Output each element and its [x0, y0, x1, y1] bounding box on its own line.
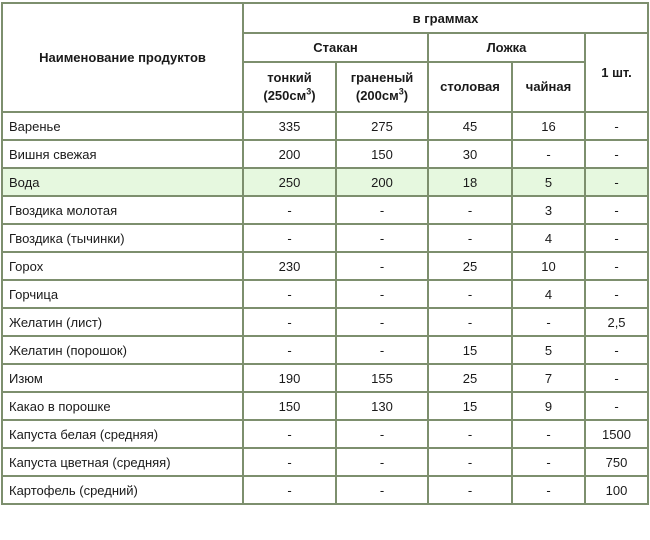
piece-cell: 2,5 — [585, 308, 648, 336]
thin-glass-cell: - — [243, 448, 336, 476]
product-name-cell: Вода — [2, 168, 243, 196]
table-spoon-header: столовая — [428, 62, 512, 112]
product-name-header: Наименование продуктов — [2, 3, 243, 112]
table-row — [2, 476, 648, 504]
product-name-cell: Желатин (лист) — [2, 308, 243, 336]
table-row — [2, 308, 648, 336]
product-name-cell: Капуста цветная (средняя) — [2, 448, 243, 476]
tea-spoon-cell: 16 — [512, 112, 585, 140]
faceted-glass-cell: - — [336, 448, 428, 476]
thin-volume: (250см — [263, 88, 307, 103]
piece-cell: - — [585, 280, 648, 308]
table-spoon-cell: - — [428, 420, 512, 448]
tea-spoon-cell: 3 — [512, 196, 585, 224]
tea-spoon-header: чайная — [512, 62, 585, 112]
tea-spoon-cell: - — [512, 140, 585, 168]
faceted-glass-cell: - — [336, 196, 428, 224]
faceted-glass-cell: 155 — [336, 364, 428, 392]
table-spoon-cell: 25 — [428, 364, 512, 392]
table-spoon-cell: - — [428, 196, 512, 224]
product-name-cell: Гвоздика молотая — [2, 196, 243, 224]
product-name-cell: Вишня свежая — [2, 140, 243, 168]
faceted-glass-cell: - — [336, 252, 428, 280]
tea-spoon-cell: 5 — [512, 336, 585, 364]
faceted-glass-cell: - — [336, 280, 428, 308]
product-name-cell: Варенье — [2, 112, 243, 140]
faceted-volume-exponent: 3 — [398, 86, 404, 97]
faceted-glass-cell: 275 — [336, 112, 428, 140]
product-name-cell: Изюм — [2, 364, 243, 392]
product-name-cell: Горчица — [2, 280, 243, 308]
table-spoon-cell: - — [428, 308, 512, 336]
thin-glass-cell: - — [243, 280, 336, 308]
tea-spoon-cell: 10 — [512, 252, 585, 280]
piece-cell: - — [585, 224, 648, 252]
piece-cell: - — [585, 140, 648, 168]
table-row — [2, 392, 648, 420]
table-spoon-cell: - — [428, 476, 512, 504]
thin-glass-cell: - — [243, 420, 336, 448]
faceted-volume: (200см — [355, 88, 399, 103]
table-spoon-cell: 15 — [428, 336, 512, 364]
table-row-highlighted — [2, 168, 648, 196]
tea-spoon-cell: - — [512, 308, 585, 336]
faceted-glass-cell: 200 — [336, 168, 428, 196]
tea-spoon-cell: - — [512, 448, 585, 476]
product-name-cell: Картофель (средний) — [2, 476, 243, 504]
faceted-glass-cell: - — [336, 224, 428, 252]
thin-glass-cell: 335 — [243, 112, 336, 140]
piece-cell: - — [585, 392, 648, 420]
tea-spoon-cell: 4 — [512, 224, 585, 252]
table-row — [2, 280, 648, 308]
faceted-glass-header — [336, 62, 428, 112]
table-row — [2, 364, 648, 392]
piece-cell: - — [585, 252, 648, 280]
table-spoon-cell: 15 — [428, 392, 512, 420]
table-spoon-cell: - — [428, 224, 512, 252]
thin-glass-cell: - — [243, 476, 336, 504]
glass-header: Стакан — [243, 33, 428, 62]
table-spoon-cell: 45 — [428, 112, 512, 140]
table-row — [2, 196, 648, 224]
piece-cell: - — [585, 112, 648, 140]
table-header — [2, 3, 648, 112]
thin-glass-header — [243, 62, 336, 112]
piece-cell: - — [585, 196, 648, 224]
product-name-cell: Желатин (порошок) — [2, 336, 243, 364]
thin-volume-close: ) — [311, 88, 316, 103]
piece-cell: - — [585, 168, 648, 196]
table-spoon-cell: 30 — [428, 140, 512, 168]
faceted-glass-cell: - — [336, 420, 428, 448]
table-spoon-cell: - — [428, 448, 512, 476]
faceted-glass-cell: - — [336, 308, 428, 336]
table-row — [2, 140, 648, 168]
thin-glass-cell: 250 — [243, 168, 336, 196]
thin-glass-cell: - — [243, 196, 336, 224]
measures-table — [1, 2, 649, 505]
faceted-glass-cell: - — [336, 336, 428, 364]
piece-cell: 1500 — [585, 420, 648, 448]
thin-glass-cell: - — [243, 308, 336, 336]
piece-cell: 750 — [585, 448, 648, 476]
thin-label: тонкий — [267, 70, 312, 85]
thin-volume-exponent: 3 — [306, 86, 312, 97]
faceted-label: граненый — [350, 70, 414, 85]
thin-glass-cell: 200 — [243, 140, 336, 168]
table-spoon-cell: 25 — [428, 252, 512, 280]
tea-spoon-cell: 4 — [512, 280, 585, 308]
table-row — [2, 112, 648, 140]
table-spoon-cell: - — [428, 280, 512, 308]
thin-glass-cell: - — [243, 224, 336, 252]
thin-glass-cell: - — [243, 336, 336, 364]
spoon-header: Ложка — [428, 33, 585, 62]
table-row — [2, 420, 648, 448]
product-name-cell: Капуста белая (средняя) — [2, 420, 243, 448]
table-row — [2, 336, 648, 364]
faceted-glass-cell: - — [336, 476, 428, 504]
faceted-glass-cell: 150 — [336, 140, 428, 168]
tea-spoon-cell: 9 — [512, 392, 585, 420]
thin-glass-cell: 190 — [243, 364, 336, 392]
product-name-cell: Какао в порошке — [2, 392, 243, 420]
product-name-cell: Гвоздика (тычинки) — [2, 224, 243, 252]
faceted-volume-close: ) — [403, 88, 409, 103]
thin-glass-cell: 230 — [243, 252, 336, 280]
piece-cell: 100 — [585, 476, 648, 504]
piece-header: 1 шт. — [585, 33, 648, 112]
faceted-glass-cell: 130 — [336, 392, 428, 420]
product-name-cell: Горох — [2, 252, 243, 280]
thin-glass-cell: 150 — [243, 392, 336, 420]
table-body — [2, 112, 648, 504]
table-row — [2, 448, 648, 476]
piece-cell: - — [585, 364, 648, 392]
tea-spoon-cell: 7 — [512, 364, 585, 392]
table-spoon-cell: 18 — [428, 168, 512, 196]
piece-cell: - — [585, 336, 648, 364]
tea-spoon-cell: - — [512, 420, 585, 448]
in-grams-header: в граммах — [243, 3, 648, 33]
table-row — [2, 252, 648, 280]
table-row — [2, 224, 648, 252]
tea-spoon-cell: - — [512, 476, 585, 504]
tea-spoon-cell: 5 — [512, 168, 585, 196]
